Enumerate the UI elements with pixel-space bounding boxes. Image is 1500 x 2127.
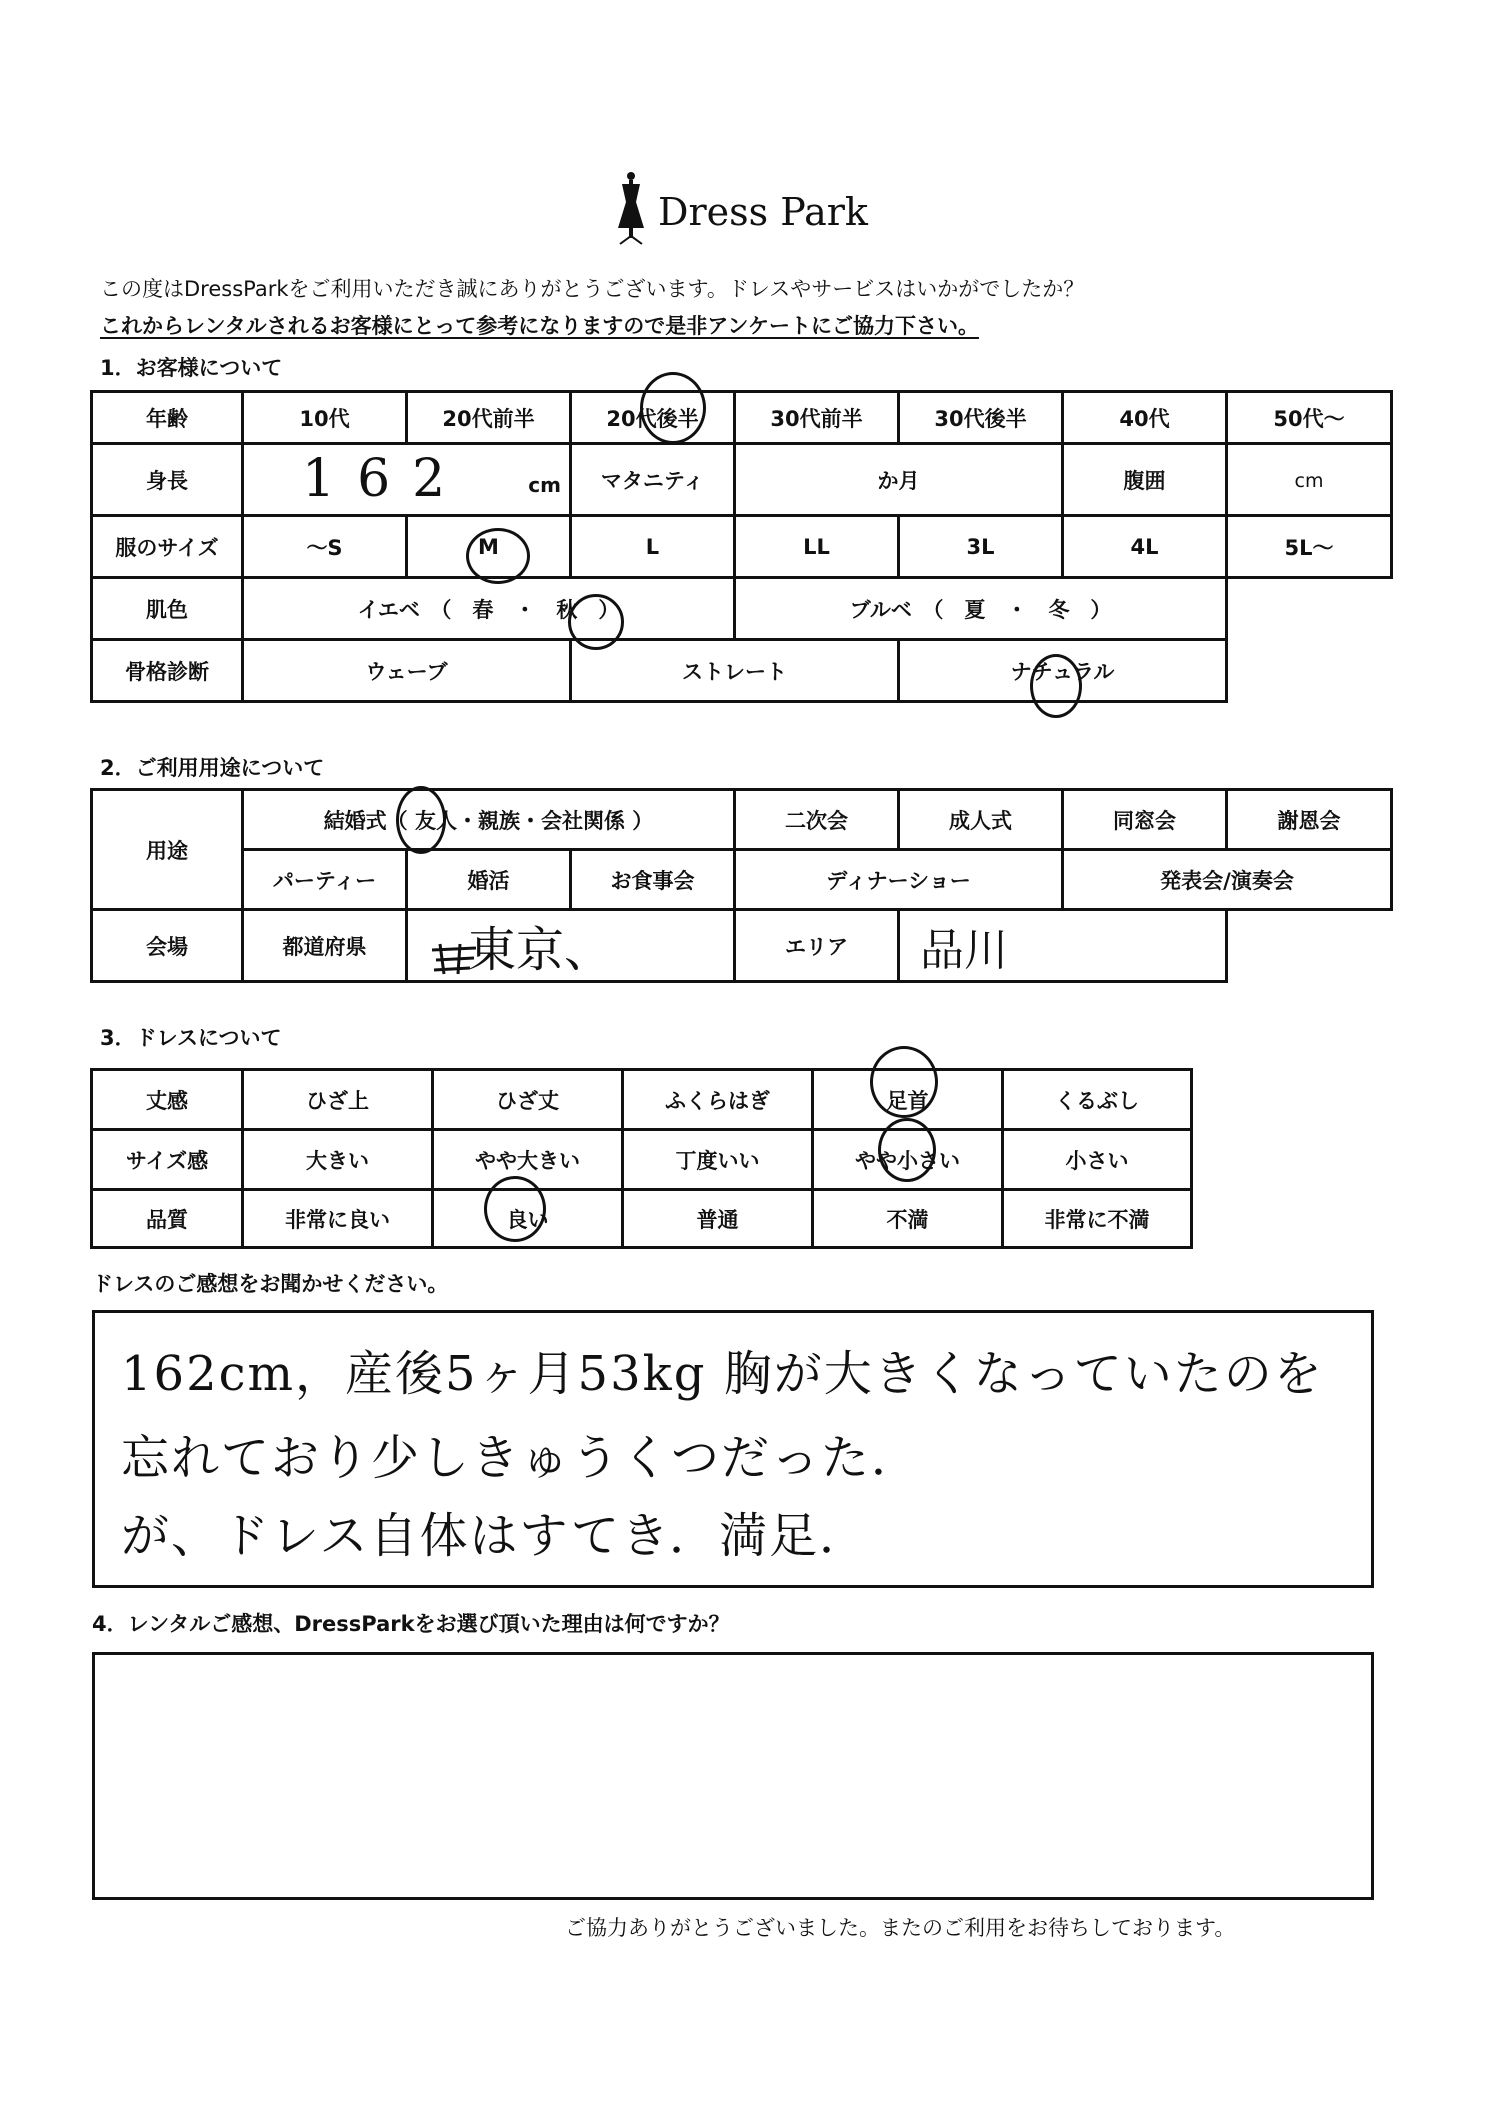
quality-option[interactable]: 非常に不満 (1003, 1190, 1192, 1248)
comment-line-3: が、ドレス自体はすてき．満足． (121, 1508, 870, 1564)
maternity-unit: か月 (877, 468, 920, 493)
skin-label: 肌色 (92, 578, 243, 640)
area-field[interactable] (899, 910, 1227, 982)
area-label: エリア (735, 910, 899, 982)
skin-blue-base[interactable]: ブルベ （ 夏 ・ 冬 ） (735, 578, 1227, 640)
section-2-title: 2．ご利用用途について (100, 756, 325, 780)
quality-selection-circle (484, 1176, 546, 1242)
quality-option[interactable]: 非常に良い (243, 1190, 433, 1248)
purpose-label: 用途 (92, 790, 243, 910)
rental-reason-box[interactable] (92, 1652, 1374, 1900)
skeleton-label: 骨格診断 (92, 640, 243, 702)
length-option[interactable]: ひざ上 (243, 1070, 433, 1130)
size-row (92, 516, 1392, 578)
skeleton-selection-circle (1030, 654, 1082, 718)
purpose-table (90, 788, 1393, 983)
scribble-mark (430, 940, 478, 976)
quality-label: 品質 (92, 1190, 243, 1248)
size-label: 服のサイズ (92, 516, 243, 578)
size-selection-circle (466, 528, 530, 584)
logo-text: Dress Park (658, 190, 868, 234)
footer-thanks: ご協力ありがとうございました。またのご利用をお待ちしております。 (565, 1916, 1236, 1940)
comment-box[interactable] (92, 1310, 1374, 1588)
skin-yellow-base[interactable]: イエベ （ 春 ・ 秋 ） (243, 578, 735, 640)
length-option[interactable]: ふくらはぎ (623, 1070, 813, 1130)
age-option[interactable]: 40代 (1063, 392, 1227, 444)
comment-line-1: 162cm，産後5ヶ月53kg 胸が大きくなっていたのを (121, 1346, 1324, 1402)
prefecture-value: 東京、 (468, 922, 613, 978)
age-option[interactable]: 10代 (243, 392, 407, 444)
quality-option[interactable]: 不満 (813, 1190, 1003, 1248)
purpose-wedding[interactable]: 結婚式（ 友人・親族・会社関係 ） (243, 790, 735, 850)
comment-line-2: 忘れており少しきゅうくつだった． (121, 1430, 922, 1486)
intro-line-2: これからレンタルされるお客様にとって参考になりますので是非アンケートにご協力下さい。 (100, 314, 979, 338)
comment-prompt: ドレスのご感想をお聞かせください。 (92, 1272, 449, 1296)
skin-row (92, 578, 1392, 640)
purpose-selection-circle (396, 786, 446, 854)
skeleton-option-selected[interactable]: ナチュラル (899, 640, 1227, 702)
size-option[interactable]: L (571, 516, 735, 578)
dress-form-icon (614, 170, 648, 248)
waist-unit: cm (1294, 469, 1324, 492)
fit-option[interactable]: 小さい (1003, 1130, 1192, 1190)
height-value: 162 (302, 449, 468, 509)
age-option[interactable]: 50代～ (1227, 392, 1392, 444)
size-option[interactable]: 5L～ (1227, 516, 1392, 578)
purpose-row-2 (92, 850, 1392, 910)
waist-field[interactable] (1227, 444, 1392, 516)
fit-label: サイズ感 (92, 1130, 243, 1190)
height-label: 身長 (92, 444, 243, 516)
height-row (92, 444, 1392, 516)
quality-option-selected[interactable]: 良い (433, 1190, 623, 1248)
purpose-option[interactable]: ディナーショー (735, 850, 1063, 910)
age-option[interactable]: 20代前半 (407, 392, 571, 444)
skeleton-option[interactable]: ウェーブ (243, 640, 571, 702)
intro-line-1: この度はDressParkをご利用いただき誠にありがとうございます。ドレスやサービスはいかがでしたか？ (100, 277, 1085, 301)
section-3-title: 3．ドレスについて (100, 1026, 282, 1050)
fit-option-selected[interactable]: やや小さい (813, 1130, 1003, 1190)
age-option[interactable]: 30代後半 (899, 392, 1063, 444)
age-selection-circle (640, 372, 706, 444)
prefecture-label: 都道府県 (243, 910, 407, 982)
maternity-label: マタニティ (571, 444, 735, 516)
age-option[interactable]: 30代前半 (735, 392, 899, 444)
length-option[interactable]: くるぶし (1003, 1070, 1192, 1130)
size-option-selected[interactable]: M (407, 516, 571, 578)
height-field[interactable] (243, 444, 571, 516)
size-option[interactable]: ～S (243, 516, 407, 578)
fit-option[interactable]: 丁度いい (623, 1130, 813, 1190)
section-1-title: 1．お客様について (100, 356, 283, 380)
area-value: 品川 (920, 924, 1008, 976)
quality-row (92, 1190, 1192, 1248)
age-label: 年齢 (92, 392, 243, 444)
length-row (92, 1070, 1192, 1130)
length-option[interactable]: ひざ丈 (433, 1070, 623, 1130)
quality-option[interactable]: 普通 (623, 1190, 813, 1248)
length-label: 丈感 (92, 1070, 243, 1130)
purpose-option[interactable]: 同窓会 (1063, 790, 1227, 850)
size-option[interactable]: 3L (899, 516, 1063, 578)
maternity-months-field[interactable] (735, 444, 1063, 516)
fit-selection-circle (878, 1118, 936, 1182)
height-unit: cm (528, 473, 561, 497)
waist-label: 腹囲 (1063, 444, 1227, 516)
customer-table (90, 390, 1393, 703)
purpose-option[interactable]: 二次会 (735, 790, 899, 850)
size-option[interactable]: 4L (1063, 516, 1227, 578)
section-4-title: 4．レンタルご感想、DressParkをお選び頂いた理由は何ですか？ (92, 1612, 730, 1636)
purpose-row-1 (92, 790, 1392, 850)
purpose-option[interactable]: 発表会/演奏会 (1063, 850, 1392, 910)
skeleton-row (92, 640, 1392, 702)
purpose-option[interactable]: パーティー (243, 850, 407, 910)
venue-label: 会場 (92, 910, 243, 982)
length-option-selected[interactable]: 足首 (813, 1070, 1003, 1130)
dress-table (90, 1068, 1193, 1249)
dresspark-logo (614, 168, 914, 258)
purpose-option[interactable]: 謝恩会 (1227, 790, 1392, 850)
skeleton-option[interactable]: ストレート (571, 640, 899, 702)
crossed-out-writing (430, 940, 478, 976)
purpose-option[interactable]: お食事会 (571, 850, 735, 910)
skin-selection-circle (568, 594, 624, 650)
length-selection-circle (870, 1046, 938, 1118)
purpose-option[interactable]: 成人式 (899, 790, 1063, 850)
venue-row (92, 910, 1392, 982)
fit-option[interactable]: やや大きい (433, 1130, 623, 1190)
age-row (92, 392, 1392, 444)
fit-option[interactable]: 大きい (243, 1130, 433, 1190)
fit-row (92, 1130, 1192, 1190)
age-option-selected[interactable]: 20代後半 (571, 392, 735, 444)
size-option[interactable]: LL (735, 516, 899, 578)
purpose-option[interactable]: 婚活 (407, 850, 571, 910)
